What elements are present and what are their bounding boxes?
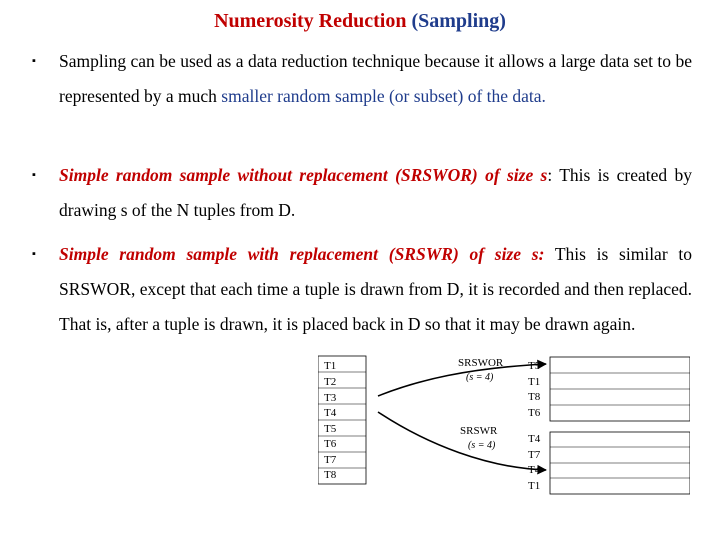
srswor-tuple: T1	[528, 376, 541, 388]
srswor-desc: : This is created by drawing s of the N tuples from D.	[59, 165, 692, 220]
source-tuple: T6	[324, 438, 337, 450]
sampling-diagram	[318, 350, 690, 500]
title-paren: (Sampling)	[411, 10, 506, 32]
srswr-result	[528, 432, 690, 494]
srswor-label: SRSWOR	[458, 357, 504, 369]
srswor-tuple: T5	[528, 360, 541, 372]
srswr-tuple: T1	[528, 480, 541, 492]
srswor-term: Simple random sample without replacement (SRSWOR) of size s	[59, 165, 548, 185]
srswor-result	[528, 357, 690, 421]
bullet-text-blue: smaller random sample (or subset) of the data.	[221, 86, 546, 106]
source-tuple: T8	[324, 469, 337, 481]
srswr-tuple: T7	[528, 449, 541, 461]
page-title	[0, 10, 720, 33]
bullet-text	[59, 44, 692, 114]
srswr-tuple: T4	[528, 433, 541, 445]
bullet-sampling	[32, 44, 692, 114]
source-tuples	[318, 356, 366, 484]
bullet-text	[59, 158, 692, 228]
source-tuple: T7	[324, 454, 337, 466]
source-tuple: T3	[324, 392, 337, 404]
srswr-arrow	[378, 412, 546, 470]
srswor-tuple: T6	[528, 407, 541, 419]
srswor-tuple: T8	[528, 391, 541, 403]
source-tuple: T5	[324, 423, 337, 435]
srswor-param: (s = 4)	[466, 372, 494, 383]
bullet-srswr	[32, 237, 692, 334]
bullet-marker-icon: ▪	[32, 248, 36, 260]
bullet-marker-icon: ▪	[32, 55, 36, 67]
srswor-arrow	[378, 357, 546, 396]
srswr-tuple: T4	[528, 464, 541, 476]
bullet-text	[59, 237, 692, 342]
srswr-label: SRSWR	[460, 425, 498, 437]
source-tuple: T1	[324, 360, 337, 372]
bullet-marker-icon: ▪	[32, 169, 36, 181]
srswr-term: Simple random sample with replacement (SRSWR) of size s:	[59, 244, 545, 264]
title-main: Numerosity Reduction	[214, 10, 407, 32]
bullet-text-plain: Sampling can be used as a data reduction technique because it allows a large data set to be represented by a much	[59, 51, 692, 106]
srswr-desc: This is similar to SRSWOR, except that each time a tuple is drawn from D, it is recorded and then replaced. That is, after a tuple is drawn, it is placed back in D so that it may be drawn again.	[59, 244, 692, 334]
source-tuple: T2	[324, 376, 337, 388]
source-tuple: T4	[324, 407, 337, 419]
bullet-srswor	[32, 158, 692, 228]
srswr-param: (s = 4)	[468, 440, 496, 451]
